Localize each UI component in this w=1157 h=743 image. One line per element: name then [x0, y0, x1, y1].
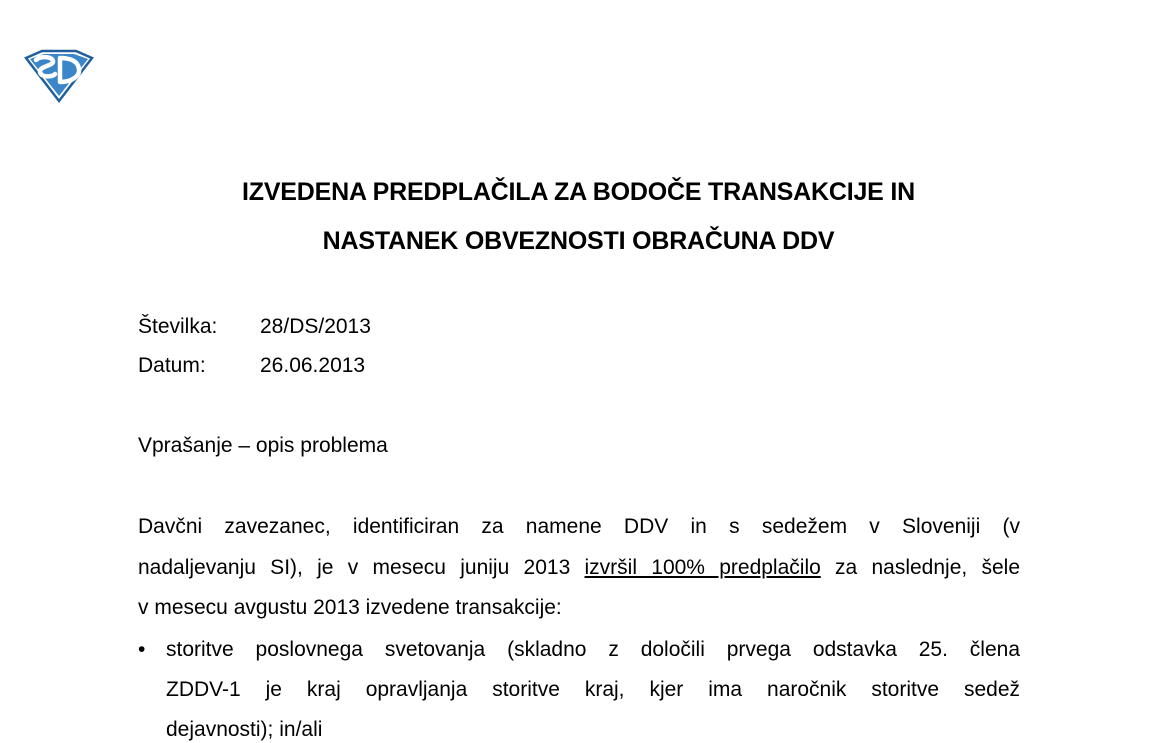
paragraph-line-2	[138, 555, 1020, 581]
document-date-row	[138, 353, 365, 379]
paragraph-line-3: v mesecu avgustu 2013 izvedene transakcije:	[138, 596, 562, 619]
paragraph-line-2-start: nadaljevanju SI), je v mesecu juniju 2013	[138, 556, 585, 579]
paragraph-line-1: Davčni zavezanec, identificiran za namene DDV in s sedežem v Sloveniji (v	[138, 515, 1020, 538]
paragraph-line-2-end: za naslednje, šele	[820, 556, 1021, 579]
bullet-line-1: storitve poslovnega svetovanja (skladno z določili prvega odstavka 25. člena	[166, 638, 1020, 661]
company-logo	[22, 48, 96, 104]
document-title-line-2: NASTANEK OBVEZNOSTI OBRAČUNA DDV	[322, 227, 835, 255]
bullet-line-3: dejavnosti); in/ali	[166, 718, 323, 741]
bullet-marker: •	[138, 638, 146, 661]
document-date-value: 26.06.2013	[260, 354, 366, 377]
section-heading: Vprašanje – opis problema	[138, 434, 388, 457]
document-number-label: Številka:	[138, 315, 218, 338]
document-title-line-1: IZVEDENA PREDPLAČILA ZA BODOČE TRANSAKCIJE IN	[242, 178, 915, 206]
document-number-row	[138, 314, 371, 340]
bullet-line-2: ZDDV-1 je kraj opravljanja storitve kraj, kjer ima naročnik storitve sedež	[166, 678, 1020, 701]
underlined-phrase: izvršil 100% predplačilo	[584, 556, 821, 579]
document-date-label: Datum:	[138, 354, 206, 377]
document-number-value: 28/DS/2013	[260, 315, 371, 338]
